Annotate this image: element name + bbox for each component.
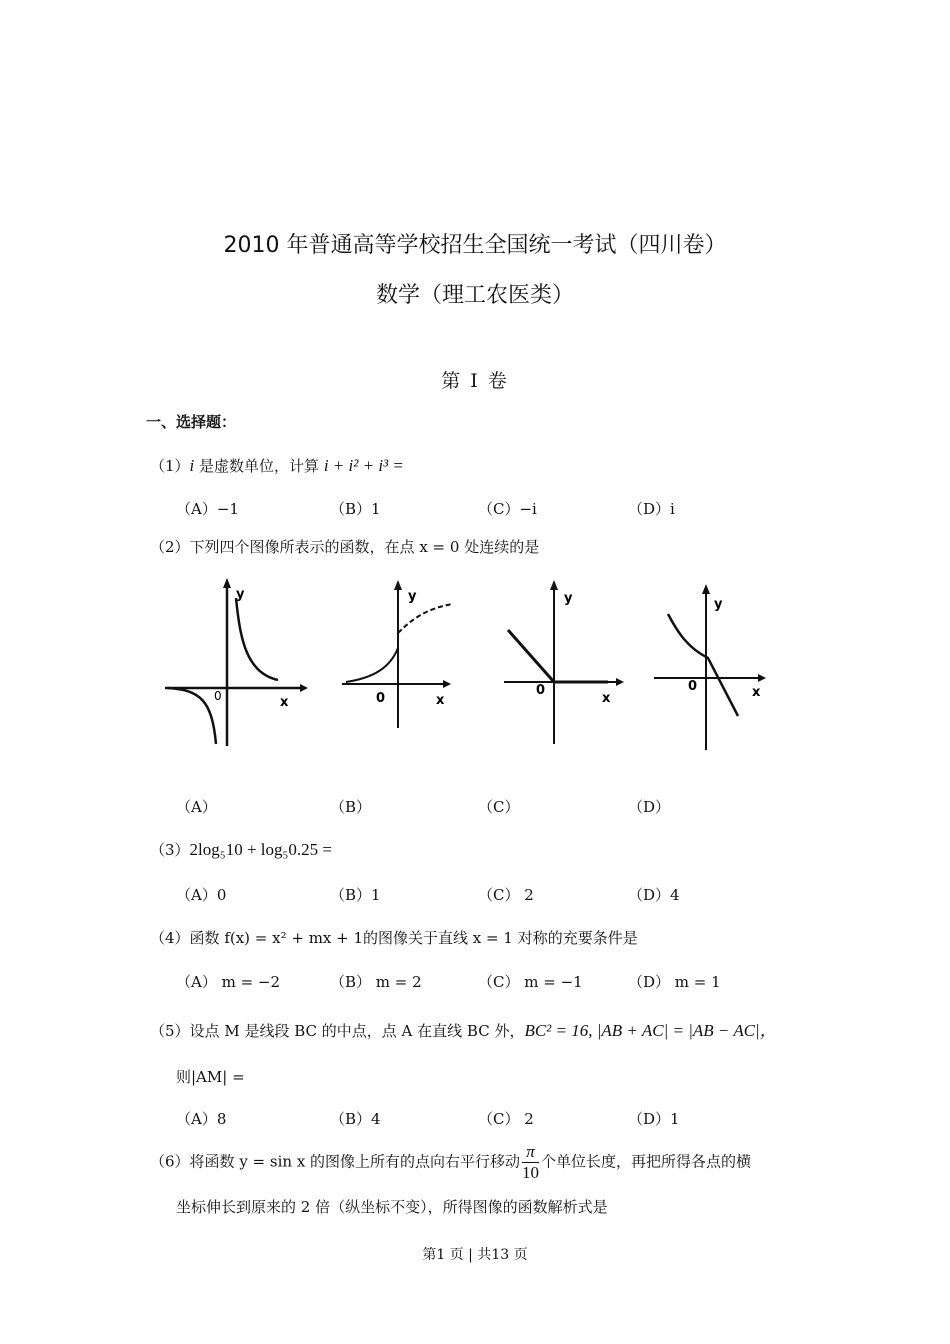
curve-upper-branch (236, 598, 278, 680)
graph-a (160, 578, 310, 750)
question-number: （6） (150, 1152, 190, 1171)
option-a: （A）8 (176, 1110, 227, 1128)
question-5-line2: 则|AM| = (176, 1068, 245, 1086)
option-d: （D）1 (628, 1110, 680, 1128)
y-label: y (408, 589, 417, 604)
question-2 (150, 536, 539, 557)
option-c: （C） (478, 798, 520, 816)
graph-b (338, 578, 456, 750)
option-d: （D） m = 1 (628, 973, 721, 991)
fraction-numerator: π (522, 1142, 539, 1163)
x-arrow (758, 674, 766, 682)
option-c: （C） m = −1 (478, 973, 583, 991)
question-number: （1） (150, 457, 190, 475)
math-expression: 2log₅10 + log₅0.25 = (189, 840, 333, 859)
y-arrow (702, 584, 710, 594)
curve-right (398, 604, 453, 633)
option-b: （B） (330, 798, 372, 816)
function-curve (668, 614, 738, 716)
question-number: （4） (150, 929, 190, 947)
graph-d (648, 578, 776, 756)
origin-label: 0 (688, 679, 698, 694)
x-label: x (280, 695, 289, 710)
origin-label: 0 (536, 683, 546, 698)
origin-label: 0 (376, 691, 386, 706)
x-label: x (602, 691, 611, 706)
option-d: （D） (628, 798, 671, 816)
option-b: （B）1 (330, 886, 381, 904)
question-number: （5） (150, 1022, 190, 1040)
option-c: （C） 2 (478, 886, 534, 904)
fraction (522, 1142, 539, 1183)
option-c: （C）−i (478, 500, 537, 518)
option-b: （B）4 (330, 1110, 381, 1128)
question-text-cont: 个单位长度，再把所得各点的横 (541, 1152, 752, 1171)
y-label: y (236, 587, 245, 602)
section-heading: 一、选择题： (146, 413, 237, 431)
option-c: （C） 2 (478, 1110, 534, 1128)
math-i: i (189, 456, 195, 475)
option-a: （A） m = −2 (176, 973, 281, 991)
y-arrow (394, 580, 402, 590)
page-footer: 第1 页 | 共13 页 (422, 1247, 528, 1263)
option-a: （A） (176, 798, 217, 816)
question-text: 下列四个图像所表示的函数，在点 x = 0 处连续的是 (189, 538, 540, 556)
y-arrow (223, 578, 231, 588)
x-label: x (436, 693, 445, 708)
y-arrow (550, 580, 558, 590)
vector-condition: BC² = 16, |AB + AC| = |AB − AC|， (524, 1021, 777, 1040)
y-label: y (714, 597, 723, 612)
question-6-line2: 坐标伸长到原来的 2 倍（纵坐标不变），所得图像的函数解析式是 (176, 1198, 608, 1216)
curve-lower-branch (168, 688, 216, 744)
question-4 (150, 927, 638, 948)
question-text: 是虚数单位，计算 (194, 457, 324, 475)
question-1 (150, 455, 404, 476)
x-arrow (300, 684, 308, 692)
x-arrow (443, 680, 451, 688)
option-b: （B） m = 2 (330, 973, 422, 991)
question-number: （2） (150, 538, 190, 556)
y-label: y (564, 591, 573, 606)
option-d: （D）4 (628, 886, 680, 904)
option-b: （B）1 (330, 500, 381, 518)
math-expression: i + i² + i³ = (323, 456, 404, 475)
question-number: （3） (150, 841, 190, 859)
question-text: 函数 f(x) = x² + mx + 1的图像关于直线 x = 1 对称的充要条件是 (189, 929, 638, 947)
option-a: （A）0 (176, 886, 227, 904)
question-3 (150, 839, 332, 860)
curve-left (346, 648, 398, 682)
function-line (508, 630, 608, 682)
x-label: x (752, 685, 761, 700)
question-text: 设点 M 是线段 BC 的中点，点 A 在直线 BC 外， (189, 1022, 525, 1040)
question-5 (150, 1016, 777, 1041)
fraction-denominator: 10 (522, 1163, 540, 1182)
question-text: 将函数 y = sin x 的图像上所有的点向右平行移动 (189, 1152, 521, 1171)
graph-c (498, 578, 628, 750)
exam-title: 2010 年普通高等学校招生全国统一考试（四川卷） (223, 233, 727, 258)
question-6 (150, 1142, 751, 1183)
option-d: （D）i (628, 500, 675, 518)
exam-subtitle: 数学（理工农医类） (375, 283, 574, 308)
volume-label: 第 Ⅰ 卷 (441, 370, 509, 392)
option-a: （A）−1 (176, 500, 239, 518)
origin-label: 0 (214, 689, 222, 703)
x-arrow (616, 678, 624, 686)
